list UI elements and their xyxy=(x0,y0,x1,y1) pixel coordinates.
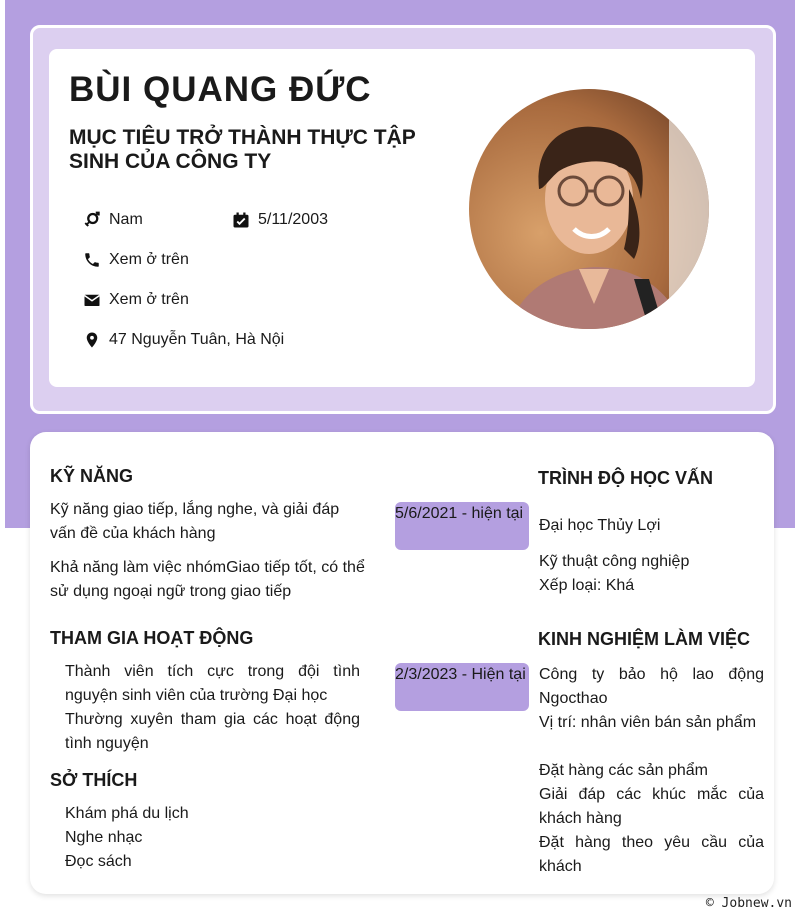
activity-item: Thường xuyên tham gia các hoạt động tình nguyện xyxy=(65,711,360,752)
phone-icon xyxy=(83,251,101,269)
skill-item: Kỹ năng giao tiếp, lắng nghe, và giải đáp vấn đề của khách hàng xyxy=(50,501,340,542)
location-icon xyxy=(83,331,101,349)
calendar-icon xyxy=(232,211,250,229)
activities-title: THAM GIA HOẠT ĐỘNG xyxy=(50,628,254,648)
education-rank: Xếp loại: Khá xyxy=(539,577,635,594)
candidate-name: BÙI QUANG ĐỨC xyxy=(69,70,372,109)
gender-value: Nam xyxy=(109,211,143,228)
experience-date-badge: 2/3/2023 - Hiện tại xyxy=(395,663,529,711)
hobbies-title: SỞ THÍCH xyxy=(50,770,138,790)
career-objective: MỤC TIÊU TRỞ THÀNH THỰC TẬP SINH CỦA CÔNG TY xyxy=(69,126,416,173)
education-major: Kỹ thuật công nghiệp xyxy=(539,553,690,570)
experience-item: Giải đáp các khúc mắc của khách hàng xyxy=(539,786,764,827)
experience-item: Vị trí: nhân viên bán sản phẩm xyxy=(539,714,757,731)
address-value: 47 Nguyễn Tuân, Hà Nội xyxy=(109,331,285,348)
education-date-badge: 5/6/2021 - hiện tại xyxy=(395,502,529,550)
phone-value: Xem ở trên xyxy=(109,251,189,268)
activity-item: Thành viên tích cực trong đội tình nguyện sinh viên của trường Đại học xyxy=(65,663,360,704)
address-row xyxy=(83,331,284,349)
email-row xyxy=(83,291,189,309)
skill-item: Khả năng làm việc nhómGiao tiếp tốt, có thể sử dụng ngoại ngữ trong giao tiếp xyxy=(50,559,365,600)
education-school: Đại học Thủy Lợi xyxy=(539,517,661,534)
hobby-item: Khám phá du lịch xyxy=(65,805,189,822)
education-title: TRÌNH ĐỘ HỌC VẤN xyxy=(538,468,713,488)
gender-icon xyxy=(83,211,101,229)
experience-item: Đặt hàng các sản phẩm xyxy=(539,762,708,779)
footer-watermark: © Jobnew.vn xyxy=(705,896,792,911)
gender-row xyxy=(83,211,143,229)
experience-item: Đặt hàng theo yêu cầu của khách xyxy=(539,834,764,875)
mail-icon xyxy=(83,291,101,309)
email-value: Xem ở trên xyxy=(109,291,189,308)
profile-photo xyxy=(469,89,709,329)
phone-row xyxy=(83,251,189,269)
birthdate-row xyxy=(232,211,328,229)
experience-title: KINH NGHIỆM LÀM VIỆC xyxy=(538,629,751,649)
hobby-item: Nghe nhạc xyxy=(65,829,143,846)
skills-title: KỸ NĂNG xyxy=(50,466,134,486)
birthdate-value: 5/11/2003 xyxy=(258,211,328,228)
hobby-item: Đọc sách xyxy=(65,853,132,870)
experience-company: Công ty bảo hộ lao động Ngocthao xyxy=(539,666,764,707)
